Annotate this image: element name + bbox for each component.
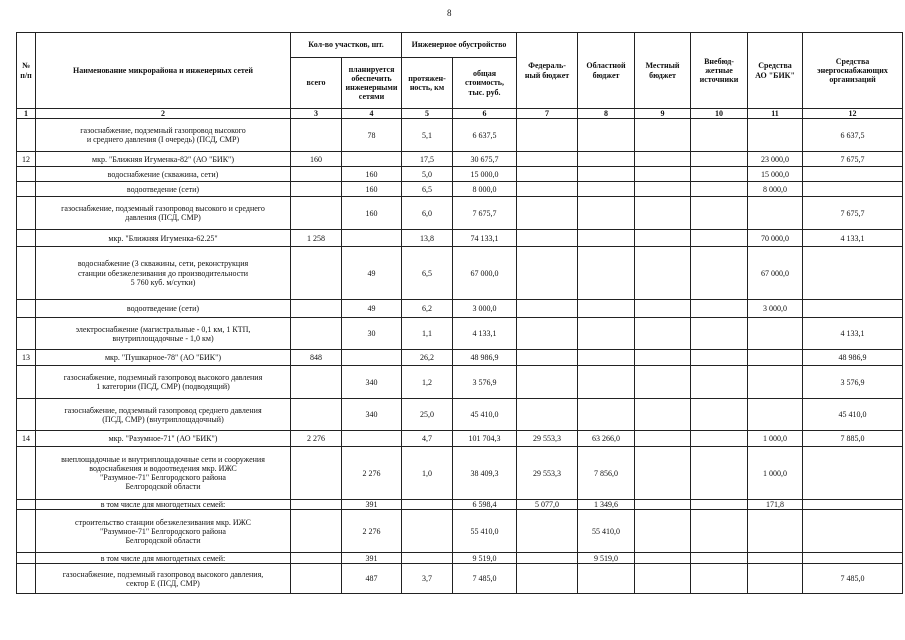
cell-name: в том числе для многодетных семей: <box>36 500 291 510</box>
cell-local <box>635 300 691 318</box>
cell-bik: 3 000,0 <box>748 300 803 318</box>
cell-cost: 30 675,7 <box>453 152 517 167</box>
cell-total <box>291 366 342 399</box>
cell-local <box>635 230 691 247</box>
table-row <box>17 447 903 500</box>
header-bik: Средства АО "БИК" <box>748 33 803 109</box>
cell-planned: 2 276 <box>342 510 402 553</box>
cell-name: газоснабжение, подземный газопровод среднего давления (ПСД, СМР) (внутриплощадочный) <box>36 399 291 431</box>
cell-federal: 5 077,0 <box>517 500 578 510</box>
cell-length <box>402 553 453 564</box>
cell-regional <box>578 350 635 366</box>
cell-bik: 67 000,0 <box>748 247 803 300</box>
table-row <box>17 300 903 318</box>
cell-federal <box>517 182 578 197</box>
cell-length: 5,0 <box>402 167 453 182</box>
cell-energy <box>803 182 903 197</box>
cell-cost: 6 637,5 <box>453 119 517 152</box>
cell-energy <box>803 553 903 564</box>
cell-local <box>635 152 691 167</box>
cell-bik: 1 000,0 <box>748 431 803 447</box>
cell-extra <box>691 553 748 564</box>
cell-planned: 340 <box>342 366 402 399</box>
cell-num <box>17 247 36 300</box>
header-num: № п/п <box>17 33 36 109</box>
cell-extra <box>691 318 748 350</box>
table-row <box>17 553 903 564</box>
cell-bik: 1 000,0 <box>748 447 803 500</box>
cell-extra <box>691 167 748 182</box>
cell-federal <box>517 350 578 366</box>
cell-planned <box>342 230 402 247</box>
header-cost: общая стоимость, тыс. руб. <box>453 58 517 109</box>
table-row <box>17 431 903 447</box>
cell-local <box>635 167 691 182</box>
table-row <box>17 350 903 366</box>
cell-total <box>291 197 342 230</box>
column-number: 3 <box>291 109 342 119</box>
cell-federal <box>517 197 578 230</box>
cell-length: 26,2 <box>402 350 453 366</box>
cell-cost: 45 410,0 <box>453 399 517 431</box>
cell-cost: 6 598,4 <box>453 500 517 510</box>
cell-bik <box>748 366 803 399</box>
cell-cost: 74 133,1 <box>453 230 517 247</box>
cell-total <box>291 564 342 594</box>
column-number: 4 <box>342 109 402 119</box>
cell-federal: 29 553,3 <box>517 431 578 447</box>
cell-num <box>17 447 36 500</box>
cell-name: газоснабжение, подземный газопровод высокого и среднего давления (ПСД, СМР) <box>36 197 291 230</box>
cell-total <box>291 182 342 197</box>
cell-local <box>635 399 691 431</box>
cell-regional <box>578 152 635 167</box>
cell-bik <box>748 197 803 230</box>
cell-energy <box>803 500 903 510</box>
cell-total <box>291 399 342 431</box>
cell-name: в том числе для многодетных семей: <box>36 553 291 564</box>
table-row <box>17 564 903 594</box>
cell-num <box>17 300 36 318</box>
cell-energy <box>803 447 903 500</box>
cell-energy: 7 675,7 <box>803 197 903 230</box>
cell-local <box>635 197 691 230</box>
cell-energy: 7 485,0 <box>803 564 903 594</box>
cell-num <box>17 167 36 182</box>
cell-regional: 63 266,0 <box>578 431 635 447</box>
header-extra: Внебюд- жетные источники <box>691 33 748 109</box>
cell-num <box>17 553 36 564</box>
cell-regional <box>578 247 635 300</box>
cell-length: 6,2 <box>402 300 453 318</box>
cell-total: 2 276 <box>291 431 342 447</box>
cell-num <box>17 230 36 247</box>
cell-extra <box>691 564 748 594</box>
cell-total <box>291 119 342 152</box>
cell-cost: 15 000,0 <box>453 167 517 182</box>
cell-name: электроснабжение (магистральные - 0,1 км, 1 КТП, внутриплощадочные - 1,0 км) <box>36 318 291 350</box>
cell-length: 3,7 <box>402 564 453 594</box>
cell-extra <box>691 230 748 247</box>
cell-local <box>635 318 691 350</box>
cell-length: 1,2 <box>402 366 453 399</box>
cell-cost: 101 704,3 <box>453 431 517 447</box>
cell-bik: 70 000,0 <box>748 230 803 247</box>
cell-length: 4,7 <box>402 431 453 447</box>
cell-length: 13,8 <box>402 230 453 247</box>
cell-num <box>17 182 36 197</box>
cell-name: мкр. "Ближняя Игуменка-62.25" <box>36 230 291 247</box>
cell-planned: 340 <box>342 399 402 431</box>
infrastructure-table <box>16 32 903 594</box>
cell-extra <box>691 431 748 447</box>
cell-planned: 391 <box>342 500 402 510</box>
cell-bik <box>748 119 803 152</box>
cell-length: 1,0 <box>402 447 453 500</box>
cell-num <box>17 318 36 350</box>
cell-total: 160 <box>291 152 342 167</box>
cell-bik <box>748 553 803 564</box>
cell-total: 1 258 <box>291 230 342 247</box>
cell-num: 13 <box>17 350 36 366</box>
column-number: 11 <box>748 109 803 119</box>
cell-name: мкр. "Ближняя Игуменка-82" (АО "БИК") <box>36 152 291 167</box>
cell-regional <box>578 318 635 350</box>
cell-federal <box>517 399 578 431</box>
header-energy: Средства энергоснабжающих организаций <box>803 33 903 109</box>
table-row <box>17 182 903 197</box>
cell-regional: 55 410,0 <box>578 510 635 553</box>
cell-regional: 1 349,6 <box>578 500 635 510</box>
column-number: 12 <box>803 109 903 119</box>
cell-energy: 6 637,5 <box>803 119 903 152</box>
cell-energy: 4 133,1 <box>803 230 903 247</box>
cell-bik <box>748 350 803 366</box>
cell-total <box>291 510 342 553</box>
cell-bik <box>748 318 803 350</box>
cell-name: строительство станции обезжелезивания мкр. ИЖС "Разумное-71" Белгородского района Белгородской области <box>36 510 291 553</box>
cell-length: 6,0 <box>402 197 453 230</box>
cell-federal <box>517 553 578 564</box>
header-regional: Областной бюджет <box>578 33 635 109</box>
cell-extra <box>691 366 748 399</box>
cell-planned <box>342 431 402 447</box>
cell-length: 5,1 <box>402 119 453 152</box>
header-planned: планируется обеспечить инженерными сетями <box>342 58 402 109</box>
cell-regional: 9 519,0 <box>578 553 635 564</box>
column-numbers-row <box>17 109 903 119</box>
cell-extra <box>691 182 748 197</box>
cell-num <box>17 119 36 152</box>
cell-energy: 7 885,0 <box>803 431 903 447</box>
cell-planned: 49 <box>342 247 402 300</box>
cell-extra <box>691 247 748 300</box>
cell-num <box>17 510 36 553</box>
cell-energy <box>803 300 903 318</box>
cell-total <box>291 447 342 500</box>
column-number: 5 <box>402 109 453 119</box>
cell-name: газоснабжение, подземный газопровод высокого давления, сектор Е (ПСД, СМР) <box>36 564 291 594</box>
header-total: всего <box>291 58 342 109</box>
cell-local <box>635 247 691 300</box>
cell-planned: 49 <box>342 300 402 318</box>
cell-federal <box>517 167 578 182</box>
cell-planned <box>342 350 402 366</box>
cell-federal <box>517 510 578 553</box>
cell-planned <box>342 152 402 167</box>
cell-energy: 48 986,9 <box>803 350 903 366</box>
table-row <box>17 197 903 230</box>
cell-energy: 7 675,7 <box>803 152 903 167</box>
cell-local <box>635 510 691 553</box>
column-number: 9 <box>635 109 691 119</box>
cell-num: 14 <box>17 431 36 447</box>
cell-energy: 4 133,1 <box>803 318 903 350</box>
cell-bik: 8 000,0 <box>748 182 803 197</box>
cell-regional <box>578 167 635 182</box>
cell-num <box>17 500 36 510</box>
cell-bik: 171,8 <box>748 500 803 510</box>
header-federal: Федераль- ный бюджет <box>517 33 578 109</box>
cell-energy <box>803 510 903 553</box>
cell-cost: 3 576,9 <box>453 366 517 399</box>
cell-energy <box>803 167 903 182</box>
cell-energy: 3 576,9 <box>803 366 903 399</box>
cell-regional <box>578 230 635 247</box>
cell-local <box>635 119 691 152</box>
table-body <box>17 119 903 594</box>
header-plots-group: Кол-во участков, шт. <box>291 33 402 58</box>
cell-local <box>635 553 691 564</box>
cell-planned: 391 <box>342 553 402 564</box>
cell-total <box>291 167 342 182</box>
cell-name: газоснабжение, подземный газопровод высокого и среднего давления (I очередь) (ПСД, СМР) <box>36 119 291 152</box>
cell-cost: 38 409,3 <box>453 447 517 500</box>
cell-local <box>635 447 691 500</box>
cell-name: водоотведение (сети) <box>36 300 291 318</box>
column-number: 7 <box>517 109 578 119</box>
cell-extra <box>691 119 748 152</box>
table-row <box>17 167 903 182</box>
cell-cost: 7 485,0 <box>453 564 517 594</box>
cell-total <box>291 300 342 318</box>
header-name: Наименование микрорайона и инженерных сетей <box>36 33 291 109</box>
cell-length: 6,5 <box>402 247 453 300</box>
cell-name: газоснабжение, подземный газопровод высокого давления 1 категории (ПСД, СМР) (подводящий) <box>36 366 291 399</box>
page-number: 8 <box>447 8 452 18</box>
table-row <box>17 366 903 399</box>
cell-num: 12 <box>17 152 36 167</box>
cell-total: 848 <box>291 350 342 366</box>
column-number: 10 <box>691 109 748 119</box>
cell-extra <box>691 300 748 318</box>
table-row <box>17 318 903 350</box>
cell-planned: 160 <box>342 182 402 197</box>
cell-federal <box>517 318 578 350</box>
cell-cost: 67 000,0 <box>453 247 517 300</box>
cell-federal <box>517 119 578 152</box>
cell-total <box>291 500 342 510</box>
header-infra-group: Инженерное обустройство <box>402 33 517 58</box>
cell-local <box>635 500 691 510</box>
cell-local <box>635 366 691 399</box>
cell-cost: 4 133,1 <box>453 318 517 350</box>
cell-federal: 29 553,3 <box>517 447 578 500</box>
cell-regional <box>578 119 635 152</box>
cell-num <box>17 564 36 594</box>
cell-extra <box>691 350 748 366</box>
cell-local <box>635 182 691 197</box>
cell-length: 17,5 <box>402 152 453 167</box>
cell-extra <box>691 447 748 500</box>
cell-cost: 7 675,7 <box>453 197 517 230</box>
table-row <box>17 500 903 510</box>
cell-extra <box>691 152 748 167</box>
cell-extra <box>691 197 748 230</box>
cell-regional <box>578 197 635 230</box>
cell-total <box>291 318 342 350</box>
cell-federal <box>517 247 578 300</box>
cell-cost: 8 000,0 <box>453 182 517 197</box>
table-row <box>17 152 903 167</box>
cell-federal <box>517 152 578 167</box>
cell-name: водоснабжение (3 скважины, сети, реконструкция станции обезжелезивания до производительности 5 760 куб. м/сутки) <box>36 247 291 300</box>
cell-name: водоотведение (сети) <box>36 182 291 197</box>
cell-num <box>17 197 36 230</box>
cell-length: 6,5 <box>402 182 453 197</box>
cell-name: мкр. "Разумное-71" (АО "БИК") <box>36 431 291 447</box>
cell-planned: 487 <box>342 564 402 594</box>
cell-planned: 30 <box>342 318 402 350</box>
cell-federal <box>517 300 578 318</box>
table-row <box>17 119 903 152</box>
cell-num <box>17 399 36 431</box>
cell-local <box>635 431 691 447</box>
cell-federal <box>517 230 578 247</box>
cell-name: внеплощадочные и внутриплощадочные сети и сооружения водоснабжения и водоотведения мкр. ИЖС "Разумное-71" Белгородского района Белгородской области <box>36 447 291 500</box>
cell-bik: 15 000,0 <box>748 167 803 182</box>
table-row <box>17 399 903 431</box>
cell-planned: 78 <box>342 119 402 152</box>
cell-energy <box>803 247 903 300</box>
cell-extra <box>691 500 748 510</box>
cell-extra <box>691 399 748 431</box>
cell-regional <box>578 300 635 318</box>
cell-cost: 48 986,9 <box>453 350 517 366</box>
column-number: 1 <box>17 109 36 119</box>
cell-regional <box>578 399 635 431</box>
cell-local <box>635 350 691 366</box>
cell-extra <box>691 510 748 553</box>
cell-name: водоснабжение (скважина, сети) <box>36 167 291 182</box>
cell-bik: 23 000,0 <box>748 152 803 167</box>
cell-total <box>291 247 342 300</box>
cell-regional <box>578 366 635 399</box>
cell-num <box>17 366 36 399</box>
table-row <box>17 230 903 247</box>
cell-cost: 9 519,0 <box>453 553 517 564</box>
cell-length: 1,1 <box>402 318 453 350</box>
cell-planned: 160 <box>342 197 402 230</box>
cell-length <box>402 510 453 553</box>
column-number: 8 <box>578 109 635 119</box>
cell-cost: 55 410,0 <box>453 510 517 553</box>
table-row <box>17 247 903 300</box>
column-number: 6 <box>453 109 517 119</box>
cell-bik <box>748 399 803 431</box>
cell-regional <box>578 564 635 594</box>
cell-planned: 2 276 <box>342 447 402 500</box>
cell-length <box>402 500 453 510</box>
cell-regional: 7 856,0 <box>578 447 635 500</box>
header-length: протяжен- ность, км <box>402 58 453 109</box>
cell-cost: 3 000,0 <box>453 300 517 318</box>
cell-federal <box>517 564 578 594</box>
cell-bik <box>748 510 803 553</box>
cell-local <box>635 564 691 594</box>
cell-federal <box>517 366 578 399</box>
cell-length: 25,0 <box>402 399 453 431</box>
cell-total <box>291 553 342 564</box>
cell-name: мкр. "Пушкарное-78" (АО "БИК") <box>36 350 291 366</box>
cell-bik <box>748 564 803 594</box>
column-number: 2 <box>36 109 291 119</box>
cell-planned: 160 <box>342 167 402 182</box>
cell-energy: 45 410,0 <box>803 399 903 431</box>
table-row <box>17 510 903 553</box>
header-local: Местный бюджет <box>635 33 691 109</box>
cell-regional <box>578 182 635 197</box>
